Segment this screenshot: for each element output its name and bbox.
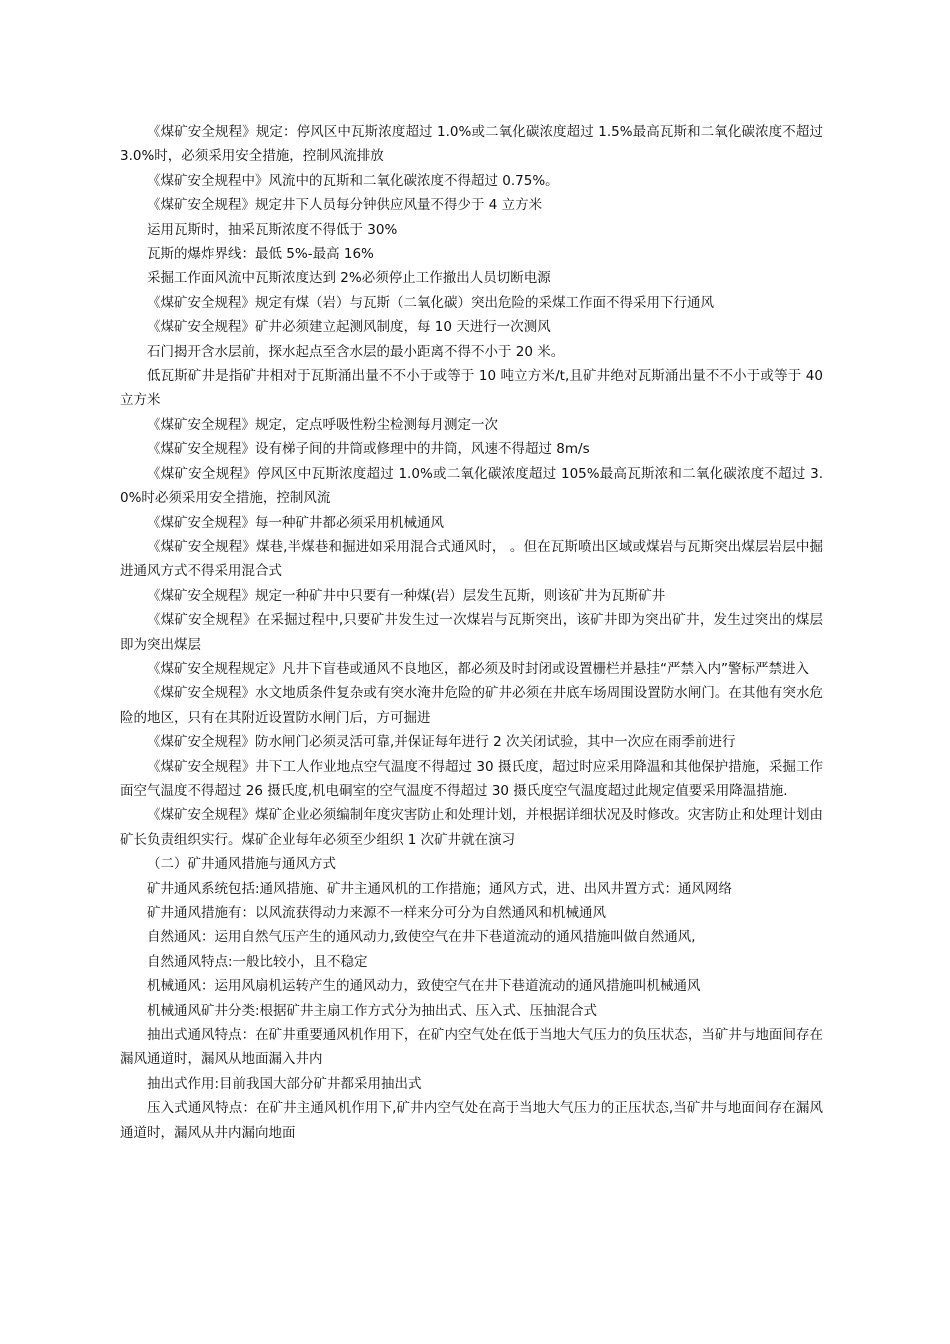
paragraph: 压入式通风特点：在矿井主通风机作用下,矿井内空气处在高于当地大气压力的正压状态,当矿井与地面间存在漏风通道时，漏风从井内漏向地面	[120, 1100, 823, 1141]
paragraph: 矿井通风系统包括:通风措施、矿井主通风机的工作措施；通风方式，进、出风井置方式：通风网络	[147, 880, 733, 897]
paragraph: 自然通风特点:一般比较小，且不稳定	[147, 953, 368, 970]
paragraph: 《煤矿安全规程规定》凡井下盲巷或通风不良地区，都必须及时封闭或设置栅栏并悬挂“严禁入内”警标严禁进入	[147, 660, 809, 677]
paragraph: 《煤矿安全规程》井下工人作业地点空气温度不得超过 30 摄氏度，超过时应采用降温和其他保护措施，采掘工作面空气温度不得超过 26 摄氏度,机电硐室的空气温度不得超过 30 摄氏度空气温度超过此规定值要采用降温措施.	[120, 758, 823, 799]
paragraph: 《煤矿安全规程》煤巷,半煤巷和掘进如采用混合式通风时， 。但在瓦斯喷出区域或煤岩与瓦斯突出煤层岩层中掘进通风方式不得采用混合式	[120, 538, 823, 580]
paragraph: 《煤矿安全规程》矿井必须建立起测风制度，每 10 天进行一次测风	[147, 319, 551, 336]
paragraph: 机械通风：运用风扇机运转产生的通风动力，致使空气在井下巷道流动的通风措施叫机械通风	[147, 978, 701, 995]
paragraph: 瓦斯的爆炸界线：最低 5%-最高 16%	[147, 246, 374, 263]
paragraph: 《煤矿安全规程》规定：停风区中瓦斯浓度超过 1.0%或二氧化碳浓度超过 1.5%最高瓦斯和二氧化碳浓度不超过 3.0%时，必须采用安全措施，控制风流排放	[120, 124, 823, 165]
section-heading: （二）矿井通风措施与通风方式	[147, 856, 336, 873]
paragraph: 《煤矿安全规程》在采掘过程中,只要矿井发生过一次煤岩与瓦斯突出，该矿井即为突出矿井，发生过突出的煤层即为突出煤层	[120, 612, 823, 653]
paragraph: 《煤矿安全规程中》风流中的瓦斯和二氧化碳浓度不得超过 0.75%。	[147, 172, 559, 189]
paragraph: 《煤矿安全规程》停风区中瓦斯浓度超过 1.0%或二氧化碳浓度超过 105%最高瓦斯浓和二氧化碳浓度不超过 3.0%时必须采用安全措施，控制风流	[120, 465, 823, 507]
paragraph: 《煤矿安全规程》规定一种矿井中只要有一种煤(岩）层发生瓦斯，则该矿井为瓦斯矿井	[147, 587, 666, 604]
paragraph: 《煤矿安全规程》规定有煤（岩）与瓦斯（二氧化碳）突出危险的采煤工作面不得采用下行通风	[147, 294, 714, 311]
paragraph: 矿井通风措施有：以风流获得动力来源不一样来分可分为自然通风和机械通风	[147, 905, 606, 921]
paragraph: 运用瓦斯时，抽采瓦斯浓度不得低于 30%	[147, 221, 398, 238]
paragraph: 抽出式通风特点：在矿井重要通风机作用下，在矿内空气处在低于当地大气压力的负压状态，当矿井与地面间存在漏风通道时，漏风从地面漏入井内	[120, 1027, 823, 1068]
paragraph: 采掘工作面风流中瓦斯浓度达到 2%必须停止工作撤出人员切断电源	[147, 270, 551, 287]
paragraph: 低瓦斯矿井是指矿井相对于瓦斯涌出量不不小于或等于 10 吨立方米/t,且矿井绝对瓦斯涌出量不不小于或等于 40 立方米	[120, 368, 823, 409]
paragraph: 自然通风：运用自然气压产生的通风动力,致使空气在井下巷道流动的通风措施叫做自然通风,	[147, 929, 696, 946]
paragraph: 《煤矿安全规程》每一种矿井都必须采用机械通风	[147, 514, 444, 531]
paragraph: 《煤矿安全规程》煤矿企业必须编制年度灾害防止和处理计划，并根据详细状况及时修改。灾害防止和处理计划由矿长负责组织实行。煤矿企业每年必须至少组织 1 次矿井就在演习	[120, 807, 823, 848]
paragraph: 《煤矿安全规程》规定井下人员每分钟供应风量不得少于 4 立方米	[147, 197, 543, 214]
paragraph: 机械通风矿井分类:根据矿井主扇工作方式分为抽出式、压入式、压抽混合式	[147, 1002, 598, 1019]
paragraph: 石门揭开含水层前，探水起点至含水层的最小距离不得不小于 20 米。	[147, 343, 565, 360]
paragraph: 抽出式作用:目前我国大部分矿井都采用抽出式	[147, 1075, 422, 1092]
document-body	[120, 120, 823, 1145]
paragraph: 《煤矿安全规程》规定，定点呼吸性粉尘检测每月测定一次	[147, 416, 498, 433]
paragraph: 《煤矿安全规程》水文地质条件复杂或有突水淹井危险的矿井必须在井底车场周围设置防水闸门。在其他有突水危险的地区，只有在其附近设置防水闸门后，方可掘进	[120, 685, 823, 726]
paragraph: 《煤矿安全规程》设有梯子间的井筒或修理中的井筒，风速不得超过 8m/s	[147, 441, 590, 458]
paragraph: 《煤矿安全规程》防水闸门必须灵活可靠,并保证每年进行 2 次关闭试验，其中一次应在雨季前进行	[147, 734, 736, 751]
